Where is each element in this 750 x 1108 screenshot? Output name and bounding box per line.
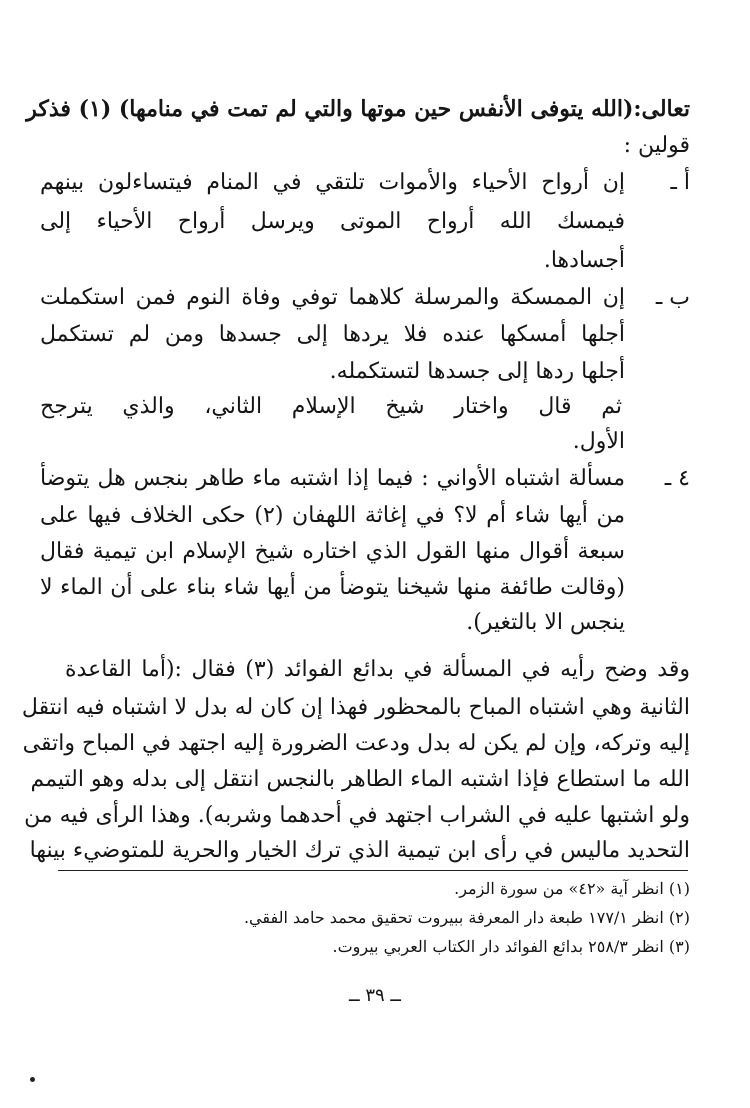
paragraph-line: وقد وضح رأيه في المسألة في بدائع الفوائد (٣) فقال :(أما القاعدة	[65, 657, 690, 682]
body-line: الأول.	[572, 429, 625, 454]
paragraph-line: الله ما استطاع فإذا اشتبه الماء الطاهر بالنجس انتقل إلى بدله وهو التيمم	[30, 767, 690, 792]
list-item-line: أجسادها.	[543, 248, 625, 273]
list-item-line: من أيها شاء أم لا؟ في إغاثة اللهفان (٢) حكى الخلاف فيها على	[40, 503, 625, 528]
footnote: (٢) انظر ١٧٧/١ طبعة دار المعرفة ببيروت تحقيق محمد حامد الفقي.	[243, 908, 690, 927]
list-marker-b: ب ـ	[655, 285, 690, 310]
body-line: ثم قال واختار شيخ الإسلام الثاني، والذي يترجح	[40, 394, 622, 419]
list-item-line: مسألة اشتباه الأواني : فيما إذا اشتبه ماء طاهر بنجس هل يتوضأ	[40, 466, 625, 491]
body-line: تعالى:(الله يتوفى الأنفس حين موتها والتي لم تمت في منامها) (١) فذكر	[26, 96, 690, 122]
list-item-line: إن أرواح الأحياء والأموات تلتقي في المنام فيتساءلون بينهم	[40, 170, 625, 195]
footnote-divider	[58, 870, 688, 871]
list-marker-a: أ ـ	[670, 170, 690, 195]
paragraph-line: التحديد ماليس في رأى ابن تيمية الذي ترك الخيار والحرية للمتوضيء بينها	[29, 838, 690, 863]
body-line: قولين :	[623, 133, 690, 158]
list-item-line: فيمسك الله أرواح الموتى ويرسل أرواح الأحياء إلى	[40, 209, 625, 234]
paragraph-line: الثانية وهي اشتباه المباح بالمحظور فهذا إن كان له بدل لا اشتباه فيه انتقل	[21, 695, 690, 720]
paragraph-line: إليه وتركه، وإن لم يكن له بدل ودعت الضرورة إليه اجتهد في المباح واتقى	[22, 731, 690, 756]
list-item-line: (وقالت طائفة منها شيخنا يتوضأ من أيها شاء بناء على أن الماء لا	[40, 575, 625, 600]
list-item-line: سبعة أقوال منها القول الذي اختاره شيخ الإسلام ابن تيمية فقال	[40, 539, 625, 564]
paragraph-line: ولو اشتبها عليه في الشراب اجتهد في أحدهما وشربه). وهذا الرأى فيه من	[24, 803, 690, 828]
stray-dot	[30, 1077, 35, 1082]
list-item-line: أجلها ردها إلى جسدها لتستكمله.	[329, 359, 625, 384]
page-number: ــ ٣٩ ــ	[349, 985, 401, 1006]
list-item-line: أجلها أمسكها عنده فلا يردها إلى جسدها ومن لم تستكمل	[40, 322, 625, 347]
list-item-line: ينجس الا بالتغير).	[466, 610, 625, 635]
footnote: (٣) انظر ٢٥٨/٣ بدائع الفوائد دار الكتاب العربي بيروت.	[332, 937, 690, 956]
list-marker-4: ٤ ـ	[664, 466, 690, 491]
footnote: (١) انظر آية «٤٢» من سورة الزمر.	[454, 879, 690, 898]
list-item-line: إن الممسكة والمرسلة كلاهما توفي وفاة النوم فمن استكملت	[40, 285, 625, 310]
